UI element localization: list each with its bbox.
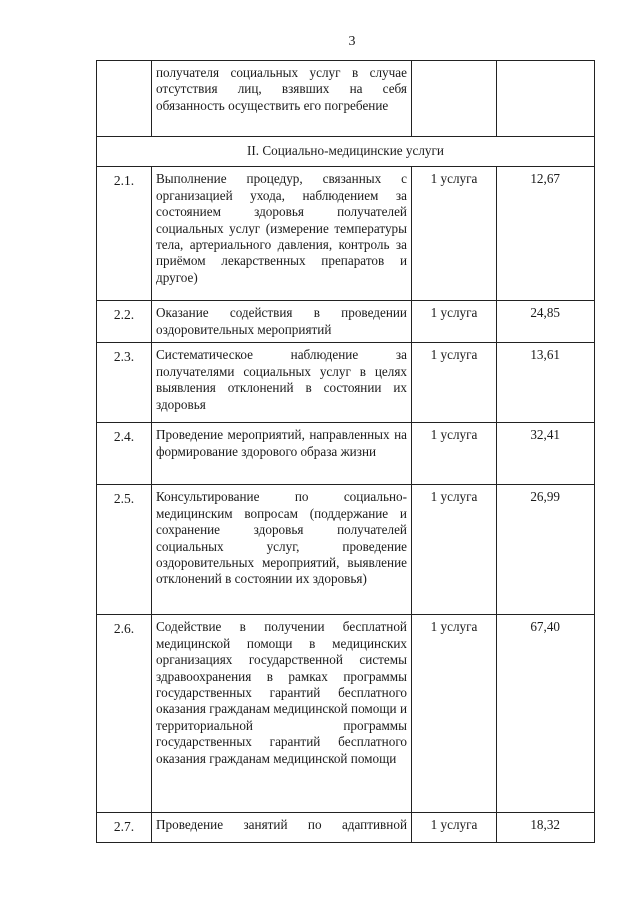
section-title: II. Социально-медицинские услуги xyxy=(97,137,595,167)
table-row xyxy=(97,167,595,301)
row-number: 2.5. xyxy=(97,485,152,615)
row-number-cell xyxy=(97,61,152,137)
row-number: 2.2. xyxy=(97,301,152,343)
unit-of-service: 1 услуга xyxy=(412,485,497,615)
table-row xyxy=(97,485,595,615)
service-name: Содействие в получении бесплатной медицинской помощи в медицинских организациях государственной системы здравоохранения в рамках программы государственных гарантий бесплатного оказания гражданам медицинской помощи и территориальной программы государственных гарантий бесплатного оказания гражданам медицинской помощи xyxy=(152,615,412,813)
unit-of-service: 1 услуга xyxy=(412,167,497,301)
service-name: Консультирование по социально-медицинским вопросам (поддержание и сохранение здоровья получателей социальных услуг, проведение оздоровительных мероприятий, выявление отклонений в состоянии их здоровья) xyxy=(152,485,412,615)
unit-of-service: 1 услуга xyxy=(412,813,497,843)
service-price: 12,67 xyxy=(497,167,595,301)
service-price: 26,99 xyxy=(497,485,595,615)
row-number: 2.4. xyxy=(97,423,152,485)
service-price: 67,40 xyxy=(497,615,595,813)
section-header-row xyxy=(97,137,595,167)
table-row xyxy=(97,423,595,485)
table-row xyxy=(97,813,595,843)
service-price: 18,32 xyxy=(497,813,595,843)
table-row xyxy=(97,615,595,813)
row-number: 2.6. xyxy=(97,615,152,813)
service-price: 32,41 xyxy=(497,423,595,485)
service-name: Оказание содействия в проведении оздоровительных мероприятий xyxy=(152,301,412,343)
unit-of-service: 1 услуга xyxy=(412,423,497,485)
table-row xyxy=(97,343,595,423)
service-name: Проведение мероприятий, направленных на формирование здорового образа жизни xyxy=(152,423,412,485)
service-name: Выполнение процедур, связанных с организацией ухода, наблюдением за состоянием здоровья получателей социальных услуг (измерение температуры тела, артериального давления, контроль за приёмом лекарственных препаратов и другое) xyxy=(152,167,412,301)
services-price-table xyxy=(96,60,595,843)
unit-of-service: 1 услуга xyxy=(412,301,497,343)
table-row xyxy=(97,301,595,343)
unit-of-service: 1 услуга xyxy=(412,615,497,813)
price-cell xyxy=(497,61,595,137)
row-number: 2.3. xyxy=(97,343,152,423)
service-name: Проведение занятий по адаптивной xyxy=(152,813,412,843)
unit-cell xyxy=(412,61,497,137)
service-name: Систематическое наблюдение за получателями социальных услуг в целях выявления отклонений в состоянии их здоровья xyxy=(152,343,412,423)
page-number: 3 xyxy=(348,34,356,49)
row-number: 2.1. xyxy=(97,167,152,301)
unit-of-service: 1 услуга xyxy=(412,343,497,423)
service-price: 13,61 xyxy=(497,343,595,423)
service-name-cell: получателя социальных услуг в случае отсутствия лиц, взявших на себя обязанность осуществить его погребение xyxy=(152,61,412,137)
service-price: 24,85 xyxy=(497,301,595,343)
table-row-continuation xyxy=(97,61,595,137)
row-number: 2.7. xyxy=(97,813,152,843)
